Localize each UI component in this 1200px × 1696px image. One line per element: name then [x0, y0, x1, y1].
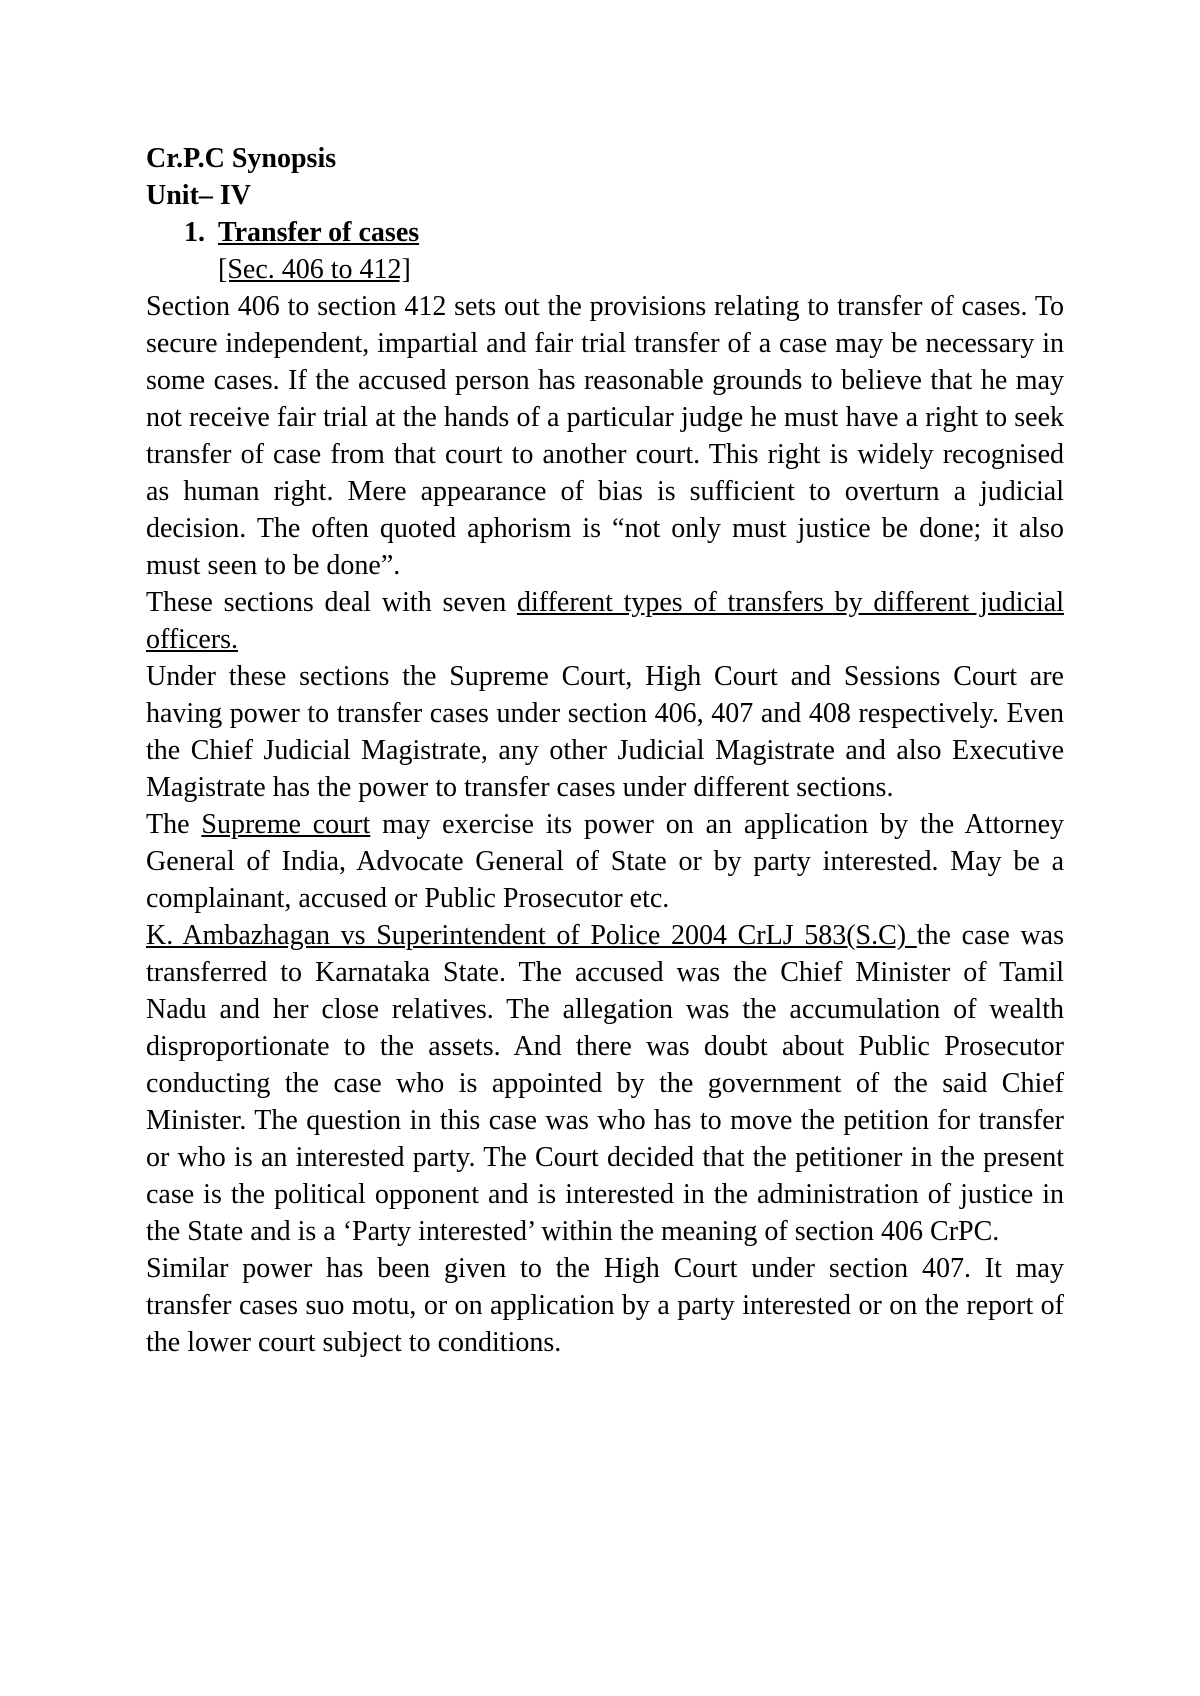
- heading-text: Transfer of cases: [218, 217, 420, 248]
- paragraph-text: These sections deal with seven: [146, 587, 517, 618]
- section-reference: [Sec. 406 to 412]: [218, 254, 411, 285]
- paragraph-transfer-types: [146, 584, 1064, 658]
- paragraph-courts-power: Under these sections the Supreme Court, High Court and Sessions Court are having power to transfer cases under section 406, 407 and 408 respectively. Even the Chief Judicial Magistrate, any other Judicial Magistrate and also Executive Magistrate has the power to transfer cases under different sections.: [146, 661, 1064, 803]
- document-page: [146, 140, 1064, 1361]
- underlined-phrase: Supreme court: [201, 809, 371, 840]
- paragraph-text: the case was transferred to Karnataka State. The accused was the Chief Minister of Tamil Nadu and her close relatives. The allegation was the accumulation of wealth disproportionate to the assets. And there was doubt about Public Prosecutor conducting the case who is appointed by the government of the said Chief Minister. The question in this case was who has to move the petition for transfer or who is an interested party. The Court decided that the petitioner in the present case is the political opponent and is interested in the administration of justice in the State and is a ‘Party interested’ within the meaning of section 406 CrPC.: [146, 920, 1064, 1247]
- document-title: Cr.P.C Synopsis: [146, 143, 337, 174]
- section-heading: [146, 214, 1064, 251]
- paragraph-supreme-court: [146, 806, 1064, 917]
- paragraph-text: may exercise its power on an application by the Attorney General of India, Advocate General of State or by party interested. May be a complainant, accused or Public Prosecutor etc.: [146, 809, 1065, 914]
- case-citation: K. Ambazhagan vs Superintendent of Police 2004 CrLJ 583(S.C): [146, 920, 917, 951]
- paragraph-intro: Section 406 to section 412 sets out the provisions relating to transfer of cases. To secure independent, impartial and fair trial transfer of a case may be necessary in some cases. If the accused person has reasonable grounds to believe that he may not receive fair trial at the hands of a particular judge he must have a right to seek transfer of case from that court to another court. This right is widely recognised as human right. Mere appearance of bias is sufficient to overturn a judicial decision. The often quoted aphorism is “not only must justice be done; it also must seen to be done”.: [146, 291, 1064, 581]
- heading-number: 1.: [184, 217, 205, 248]
- paragraph-text: The: [146, 809, 202, 840]
- unit-label: Unit– IV: [146, 180, 252, 211]
- paragraph-case-citation: [146, 917, 1064, 1250]
- paragraph-high-court: Similar power has been given to the High Court under section 407. It may transfer cases suo motu, or on application by a party interested or on the report of the lower court subject to conditions.: [146, 1253, 1064, 1358]
- underlined-phrase: different types of transfers by different judicial officers.: [146, 587, 1065, 655]
